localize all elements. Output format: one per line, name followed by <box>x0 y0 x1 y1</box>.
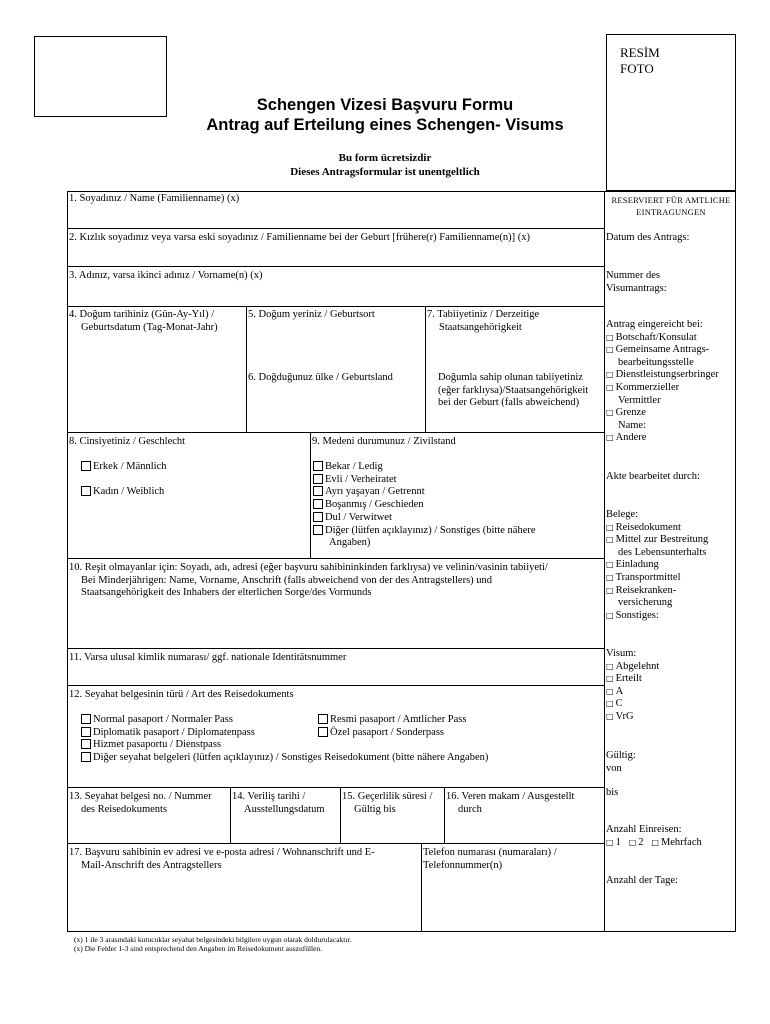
official-visa: Visum: □ Abgelehnt □ Erteilt □ A □ C □ VrG <box>606 648 660 722</box>
checkbox[interactable] <box>313 486 323 496</box>
checkbox[interactable] <box>318 727 328 737</box>
box-icon: □ <box>606 382 614 392</box>
title-tr: Schengen Vizesi Başvuru Formu <box>256 96 514 114</box>
box-icon: □ <box>606 686 614 696</box>
photo-label: RESİM FOTO <box>620 45 660 76</box>
free-notice-tr: Bu form ücretsizdir <box>338 152 432 164</box>
official-header: RESERVIERT FÜR AMTLICHE EINTRAGUNGEN <box>611 195 731 217</box>
box-icon: □ <box>606 711 614 721</box>
field-17-address[interactable]: 17. Başvuru sahibinin ev adresi ve e-posta adresi / Wohnanschrift und E- Mail-Anschrift des Antragstellers <box>69 847 375 871</box>
box-icon: □ <box>606 699 614 709</box>
box-icon: □ <box>606 572 614 582</box>
doc-option-other[interactable]: Diğer seyahat belgeleri (lütfen açıklayınız) / Sonstiges Reisedokument (bitte nähere Angaben) <box>81 752 488 765</box>
title-de: Antrag auf Erteilung eines Schengen- Visums <box>206 116 564 134</box>
field-7-birth-nationality[interactable]: Doğumla sahip olunan tabiiyetiniz (eğer farklıysa)/Staatsangehörigkeit bei der Geburt (falls abweichend) <box>438 372 589 408</box>
box-icon: □ <box>606 522 614 532</box>
box-icon: □ <box>606 408 614 418</box>
field-9-civil-status: 9. Medeni durumunuz / Zivilstand <box>312 436 456 447</box>
checkbox[interactable] <box>81 486 91 496</box>
checkbox[interactable] <box>313 461 323 471</box>
field-phone[interactable]: Telefon numarası (numaraları) / Telefonnummer(n) <box>423 847 557 871</box>
doc-option-official[interactable]: Resmi pasaport / Amtlicher Pass <box>318 714 467 727</box>
field-5-birth-place[interactable]: 5. Doğum yeriniz / Geburtsort <box>248 309 375 320</box>
box-icon: □ <box>606 345 614 355</box>
field-4-birth-date[interactable]: 4. Doğum tarihiniz (Gün-Ay-Yıl) / Geburtsdatum (Tag-Monat-Jahr) <box>69 309 218 333</box>
field-1-surname[interactable]: 1. Soyadınız / Name (Familienname) (x) <box>69 193 240 204</box>
civil-option-married[interactable]: Evli / Verheiratet <box>313 474 536 487</box>
box-icon: □ <box>628 837 637 847</box>
field-12-doc-type: 12. Seyahat belgesinin türü / Art des Reisedokuments <box>69 689 294 700</box>
footnote-de: (x) Die Felder 1-3 sind entsprechend den Angaben im Reisedokument auszufüllen. <box>74 944 323 953</box>
doc-type-options-right[interactable] <box>318 714 467 739</box>
field-8-sex: 8. Cinsiyetiniz / Geschlecht <box>69 436 186 447</box>
box-icon: □ <box>606 661 614 671</box>
box-icon: □ <box>606 535 614 545</box>
checkbox[interactable] <box>81 461 91 471</box>
box-icon: □ <box>606 837 614 847</box>
checkbox[interactable] <box>81 752 91 762</box>
box-icon: □ <box>606 370 614 380</box>
box-icon: □ <box>606 585 614 595</box>
sex-option-male[interactable]: Erkek / Männlich <box>81 461 166 474</box>
civil-option-widowed[interactable]: Dul / Verwitwet <box>313 512 536 525</box>
field-7-nationality[interactable]: 7. Tabiiyetiniz / Derzeitige Staatsangehörigkeit <box>427 309 540 333</box>
official-valid: Gültig: von <box>606 750 636 774</box>
field-15-valid-until[interactable]: 15. Geçerlilik süresi / Gültig bis <box>342 791 433 815</box>
doc-option-special[interactable]: Özel pasaport / Sonderpass <box>318 727 467 740</box>
official-entries: Anzahl Einreisen: □ 1 □ 2 □ Mehrfach <box>606 824 702 848</box>
box-icon: □ <box>606 332 614 342</box>
sex-option-female[interactable]: Kadın / Weiblich <box>81 486 164 499</box>
official-docs: Belege: □ Reisedokument □ Mittel zur Bestreitung des Lebensunterhalts □ Einladung □ Transportmittel □ Reisekranken- versicherung □ Sonstiges: <box>606 509 709 621</box>
official-submitted: Antrag eingereicht bei: □ Botschaft/Konsulat □ Gemeinsame Antrags- bearbeitungsstelle □ Dienstleistungserbringer □ Kommerzieller Vermittler □ Grenze Name: □ Andere <box>606 319 719 444</box>
field-11-id-number[interactable]: 11. Varsa ulusal kimlik numarası/ ggf. nationale Identitätsnummer <box>69 652 347 663</box>
civil-option-divorced[interactable]: Boşanmış / Geschieden <box>313 499 536 512</box>
civil-option-separated[interactable]: Ayrı yaşayan / Getrennt <box>313 486 536 499</box>
doc-option-normal[interactable]: Normal pasaport / Normaler Pass <box>81 714 488 727</box>
field-3-first-name[interactable]: 3. Adınız, varsa ikinci adınız / Vorname(n) (x) <box>69 270 263 281</box>
civil-option-other-cont: Angaben) <box>329 537 371 549</box>
checkbox[interactable] <box>81 714 91 724</box>
field-10-minors[interactable]: 10. Reşit olmayanlar için: Soyadı, adı, adresi (eğer başvuru sahibininkinden farklıysa) ve velinin/vasinin tabiiyeti/ Bei Minderjährigen: Name, Vorname, Anschrift (falls abweichend von der des Antragstellers) und Staatsangehörigkeit des Inhabers der elterlichen Sorge/des Vormunds <box>69 562 548 598</box>
civil-status-options[interactable] <box>313 461 536 550</box>
box-icon: □ <box>651 837 659 847</box>
official-number: Nummer des Visumantrags: <box>606 270 667 294</box>
official-until: bis <box>606 787 619 798</box>
field-6-birth-country[interactable]: 6. Doğduğunuz ülke / Geburtsland <box>248 372 393 383</box>
civil-option-other[interactable]: Diğer (lütfen açıklayınız) / Sonstiges (bitte nähere <box>313 525 536 538</box>
checkbox[interactable] <box>318 714 328 724</box>
official-date: Datum des Antrags: <box>606 232 690 243</box>
footnote-tr: (x) 1 ile 3 arasındaki kutucuklar seyahat belgesindeki bilgilere uygun olarak doldurulacaktır. <box>74 935 352 944</box>
doc-option-service[interactable]: Hizmet pasaportu / Dienstpass <box>81 739 488 752</box>
checkbox[interactable] <box>313 474 323 484</box>
box-icon: □ <box>606 560 614 570</box>
official-processed: Akte bearbeitet durch: <box>606 471 700 482</box>
official-days: Anzahl der Tage: <box>606 875 678 886</box>
field-13-doc-number[interactable]: 13. Seyahat belgesi no. / Nummer des Reisedokuments <box>69 791 212 815</box>
field-2-birth-surname[interactable]: 2. Kızlık soyadınız veya varsa eski soyadınız / Familienname bei der Geburt [frühere(r) Familienname(n)] (x) <box>69 232 530 243</box>
field-14-issue-date[interactable]: 14. Veriliş tarihi / Ausstellungsdatum <box>232 791 325 815</box>
doc-option-diplomatic[interactable]: Diplomatik pasaport / Diplomatenpass <box>81 727 488 740</box>
free-notice-de: Dieses Antragsformular ist unentgeltlich <box>290 166 480 178</box>
field-16-issued-by[interactable]: 16. Veren makam / Ausgestellt durch <box>446 791 575 815</box>
box-icon: □ <box>606 433 614 443</box>
civil-option-single[interactable]: Bekar / Ledig <box>313 461 536 474</box>
checkbox[interactable] <box>313 512 323 522</box>
checkbox[interactable] <box>313 499 323 509</box>
checkbox[interactable] <box>81 739 91 749</box>
box-icon: □ <box>606 674 614 684</box>
checkbox[interactable] <box>81 727 91 737</box>
box-icon: □ <box>606 610 614 620</box>
checkbox[interactable] <box>313 525 323 535</box>
